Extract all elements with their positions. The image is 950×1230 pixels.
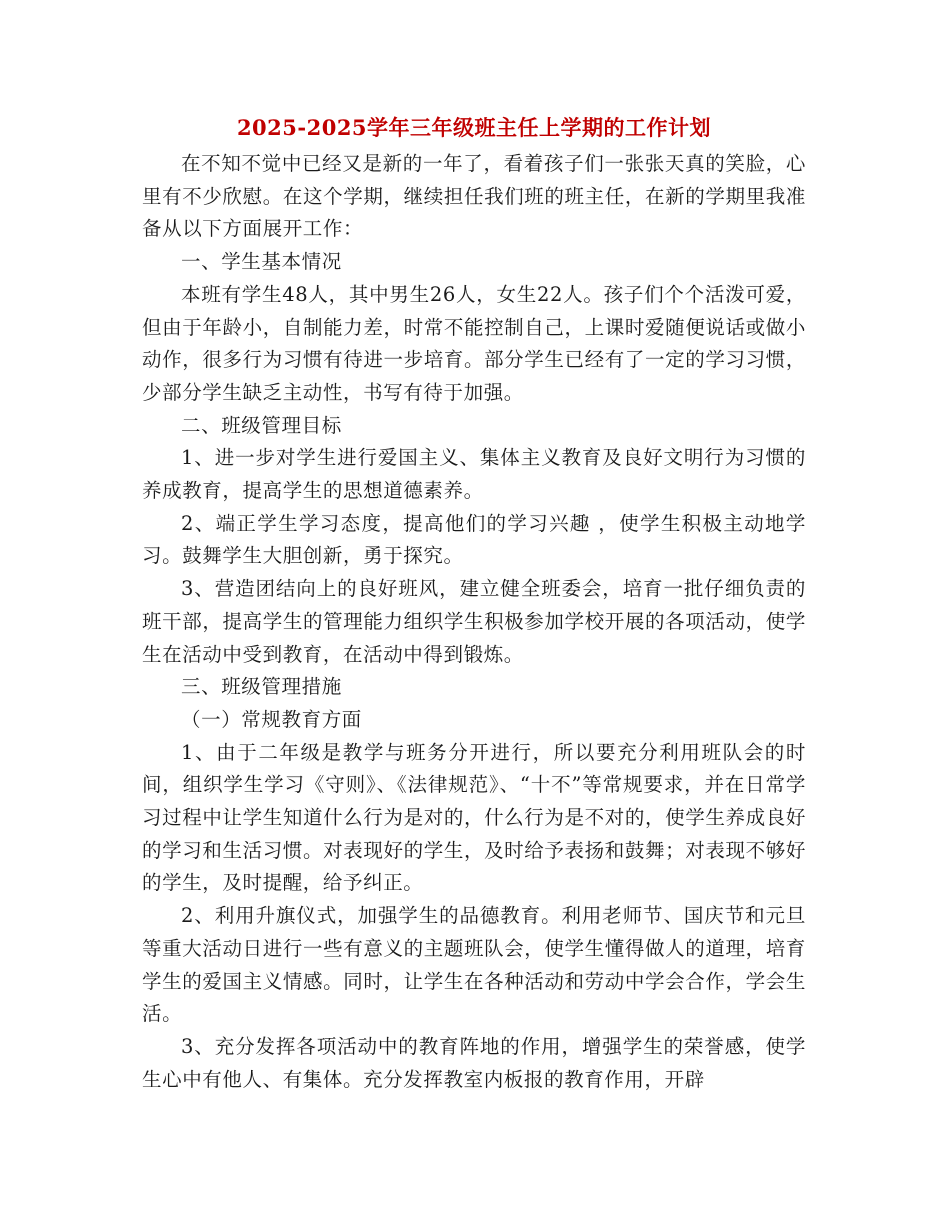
section-heading-management-measures: 三、班级管理措施	[181, 675, 342, 699]
goal-item-1: 1、进一步对学生进行爱国主义、集体主义教育及良好文明行为习惯的养成教育，提高学生的思想道德素养。	[142, 446, 806, 503]
body-paragraph: 本班有学生48人，其中男生26人，女生22人。孩子们个个活泼可爱，但由于年龄小，自制能力差，时常不能控制自己，上课时爱随便说话或做小动作，很多行为习惯有待进一步培育。部分学生已经有了一定的学习习惯，少部分学生缺乏主动性，书写有待于加强。	[142, 282, 806, 404]
goal-item-2: 2、端正学生学习态度，提高他们的学习兴趣 ，使学生积极主动地学习。鼓舞学生大胆创新，勇于探究。	[142, 511, 806, 568]
section-heading-student-basics: 一、学生基本情况	[181, 250, 342, 274]
measure-item-1: 1、由于二年级是教学与班务分开进行，所以要充分利用班队会的时间，组织学生学习《守则》、《法律规范》、“十不”等常规要求，并在日常学习过程中让学生知道什么行为是对的，什么行为是不对的，使学生养成良好的学习和生活习惯。对表现好的学生，及时给予表扬和鼓舞；对表现不够好的学生，及时提醒，给予纠正。	[142, 740, 806, 895]
document-page	[142, 108, 806, 1096]
intro-paragraph: 在不知不觉中已经又是新的一年了，看着孩子们一张张天真的笑脸，心里有不少欣慰。在这个学期，继续担任我们班的班主任，在新的学期里我准备从以下方面展开工作：	[142, 152, 806, 241]
measure-item-2: 2、利用升旗仪式，加强学生的品德教育。利用老师节、国庆节和元旦等重大活动日进行一些有意义的主题班队会，使学生懂得做人的道理，培育学生的爱国主义情感。同时，让学生在各种活动和劳动中学会合作，学会生活。	[142, 904, 806, 1026]
section-heading-management-goals: 二、班级管理目标	[181, 413, 342, 437]
document-title: 2025-2025学年三年级班主任上学期的工作计划	[236, 115, 712, 140]
document-body	[142, 148, 806, 1096]
subsection-heading-routine-education: （一）常规教育方面	[181, 707, 362, 731]
measure-item-3: 3、充分发挥各项活动中的教育阵地的作用，增强学生的荣誉感，使学生心中有他人、有集体。充分发挥教室内板报的教育作用，开辟	[142, 1034, 806, 1091]
goal-item-3: 3、营造团结向上的良好班风，建立健全班委会，培育一批仔细负责的班干部，提高学生的管理能力组织学生积极参加学校开展的各项活动，使学生在活动中受到教育，在活动中得到锻炼。	[142, 577, 806, 666]
